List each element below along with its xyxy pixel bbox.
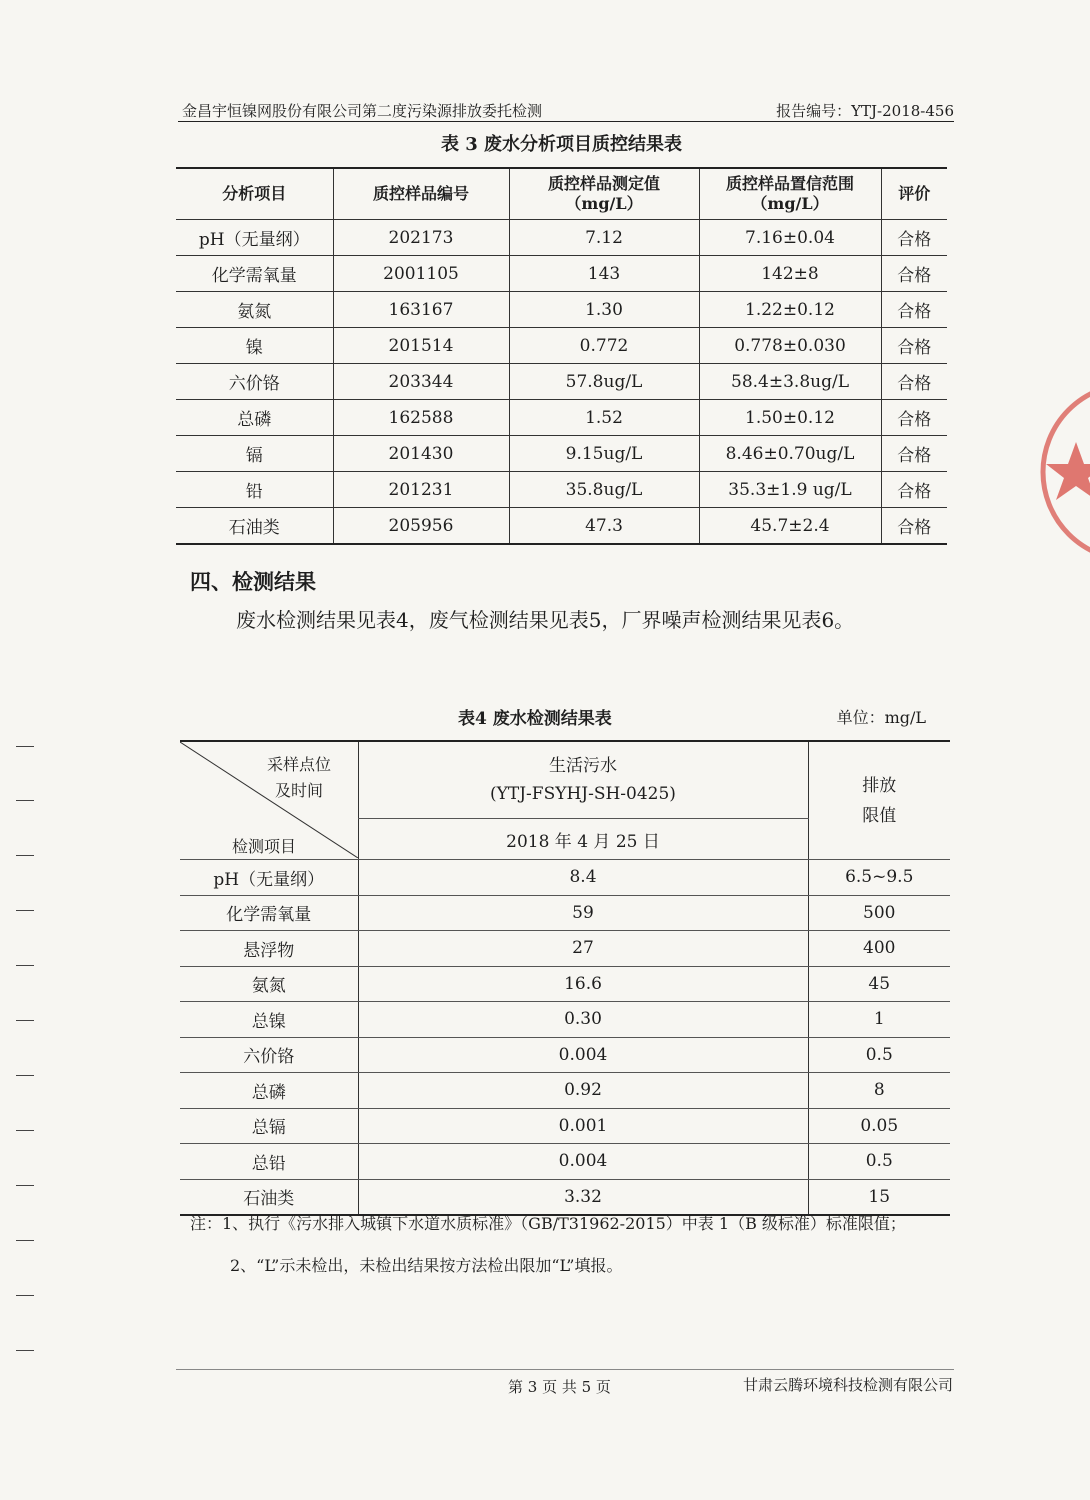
- table4-cell: 8: [808, 1073, 950, 1109]
- page-header: [178, 96, 954, 122]
- table4-cell: 59: [358, 895, 808, 931]
- table3-cell: 石油类: [176, 508, 333, 545]
- table-row: [180, 860, 950, 896]
- table3-cell: 化学需氧量: [176, 256, 333, 292]
- table4-cell: 0.004: [358, 1144, 808, 1180]
- table3-cell: 1.30: [509, 292, 699, 328]
- table3-header-cell: 质控样品测定值 （mg/L）: [509, 168, 699, 220]
- table-row: [180, 1144, 950, 1180]
- table-notes: [190, 1210, 960, 1280]
- table4-cell: 0.5: [808, 1037, 950, 1073]
- note-2: 2、“L”示未检出，未检出结果按方法检出限加“L”填报。: [230, 1256, 623, 1275]
- page-number: 第 3 页 共 5 页: [508, 1378, 611, 1396]
- table4-cell: 0.5: [808, 1144, 950, 1180]
- table-row: [176, 220, 947, 256]
- table3-cell: 142±8: [699, 256, 881, 292]
- table3-cell: 镉: [176, 436, 333, 472]
- table3-header-row: [176, 168, 947, 220]
- table3-cell: 201231: [333, 472, 509, 508]
- table4-corner-cell: [180, 741, 358, 860]
- binding-mark: [16, 1350, 34, 1351]
- table3-cell: 合格: [881, 508, 947, 545]
- table-row: [176, 292, 947, 328]
- table4-cell: 3.32: [358, 1179, 808, 1215]
- sampling-site: 生活污水 (YTJ-FSYHJ-SH-0425): [358, 741, 808, 819]
- table4-cell: 1: [808, 1002, 950, 1038]
- table3-cell: 合格: [881, 364, 947, 400]
- header-rule: [178, 121, 954, 122]
- wastewater-results-table: [180, 740, 950, 1216]
- red-seal-stamp: [1036, 372, 1090, 572]
- table3-cell: 0.778±0.030: [699, 328, 881, 364]
- binding-mark: [16, 1020, 34, 1021]
- table4-cell: 27: [358, 931, 808, 967]
- table3-cell: 总磷: [176, 400, 333, 436]
- section-paragraph: 废水检测结果见表4，废气检测结果见表5，厂界噪声检测结果见表6。: [236, 608, 855, 632]
- table3-cell: 57.8ug/L: [509, 364, 699, 400]
- table4-unit: 单位：mg/L: [836, 708, 926, 727]
- table4-cell: 化学需氧量: [180, 895, 358, 931]
- table-row: [180, 931, 950, 967]
- table3-header-cell: 质控样品置信范围 （mg/L）: [699, 168, 881, 220]
- table-row: [176, 400, 947, 436]
- table3-cell: pH（无量纲）: [176, 220, 333, 256]
- table3-cell: 氨氮: [176, 292, 333, 328]
- table3-header-cell: 分析项目: [176, 168, 333, 220]
- report-number: 报告编号：YTJ-2018-456: [776, 102, 954, 120]
- qc-results-table: [176, 167, 947, 545]
- header-title: 金昌宇恒镍网股份有限公司第二度污染源排放委托检测: [182, 102, 543, 120]
- table3-cell: 合格: [881, 472, 947, 508]
- table4-cell: 400: [808, 931, 950, 967]
- table3-cell: 合格: [881, 400, 947, 436]
- table3-cell: 203344: [333, 364, 509, 400]
- table3-cell: 202173: [333, 220, 509, 256]
- table3-cell: 1.50±0.12: [699, 400, 881, 436]
- table4-cell: 六价铬: [180, 1037, 358, 1073]
- table4-cell: 8.4: [358, 860, 808, 896]
- binding-mark: [16, 910, 34, 911]
- table3-cell: 45.7±2.4: [699, 508, 881, 545]
- table3-cell: 2001105: [333, 256, 509, 292]
- table3-cell: 47.3: [509, 508, 699, 545]
- table4-cell: 氨氮: [180, 966, 358, 1002]
- table4-cell: 0.05: [808, 1108, 950, 1144]
- table3-cell: 8.46±0.70ug/L: [699, 436, 881, 472]
- table-row: [180, 1037, 950, 1073]
- table-row: [180, 966, 950, 1002]
- table4-cell: 16.6: [358, 966, 808, 1002]
- table-row: [180, 1002, 950, 1038]
- table4-cell: 总铅: [180, 1144, 358, 1180]
- table3-cell: 9.15ug/L: [509, 436, 699, 472]
- binding-mark: [16, 800, 34, 801]
- table4-caption: 表4 废水检测结果表: [458, 709, 612, 729]
- limit-header: 排放 限值: [808, 741, 950, 860]
- table3-header-cell: 质控样品编号: [333, 168, 509, 220]
- binding-mark: [16, 1075, 34, 1076]
- table3-caption: 表 3 废水分析项目质控结果表: [440, 134, 683, 155]
- table3-cell: 六价铬: [176, 364, 333, 400]
- table-row: [176, 436, 947, 472]
- table-row: [180, 1108, 950, 1144]
- table3-cell: 镍: [176, 328, 333, 364]
- binding-mark: [16, 965, 34, 966]
- table4-cell: 0.004: [358, 1037, 808, 1073]
- table4-cell: 总磷: [180, 1073, 358, 1109]
- table3-cell: 7.12: [509, 220, 699, 256]
- table4-cell: 500: [808, 895, 950, 931]
- footer-company: 甘肃云腾环境科技检测有限公司: [742, 1376, 953, 1394]
- footer-rule: [176, 1369, 954, 1370]
- corner-site-time: 采样点位 及时间: [266, 755, 331, 800]
- table3-cell: 1.22±0.12: [699, 292, 881, 328]
- section-title: 四、检测结果: [190, 569, 316, 594]
- table3-cell: 58.4±3.8ug/L: [699, 364, 881, 400]
- table3-cell: 35.8ug/L: [509, 472, 699, 508]
- table3-cell: 合格: [881, 436, 947, 472]
- table-row: [176, 256, 947, 292]
- table-row: [176, 364, 947, 400]
- table-row: [180, 895, 950, 931]
- sampling-date: 2018 年 4 月 25 日: [358, 819, 808, 860]
- table4-cell: 0.30: [358, 1002, 808, 1038]
- binding-mark: [16, 1295, 34, 1296]
- binding-mark: [16, 1185, 34, 1186]
- table3-cell: 201430: [333, 436, 509, 472]
- table3-cell: 1.52: [509, 400, 699, 436]
- table-row: [180, 1073, 950, 1109]
- table4-cell: 0.001: [358, 1108, 808, 1144]
- table4-cell: 45: [808, 966, 950, 1002]
- table-row: [176, 328, 947, 364]
- table3-cell: 205956: [333, 508, 509, 545]
- note-1: 注：1、执行《污水排入城镇下水道水质标准》（GB/T31962-2015）中表 1（B 级标准）标准限值；: [190, 1214, 906, 1233]
- table4-cell: pH（无量纲）: [180, 860, 358, 896]
- table3-cell: 143: [509, 256, 699, 292]
- table4-cell: 总镍: [180, 1002, 358, 1038]
- table4-cell: 石油类: [180, 1179, 358, 1215]
- table4-cell: 15: [808, 1179, 950, 1215]
- table4-cell: 总镉: [180, 1108, 358, 1144]
- table3-cell: 铅: [176, 472, 333, 508]
- table3-cell: 0.772: [509, 328, 699, 364]
- table3-header-cell: 评价: [881, 168, 947, 220]
- table3-cell: 35.3±1.9 ug/L: [699, 472, 881, 508]
- binding-mark: [16, 1240, 34, 1241]
- table4-cell: 6.5~9.5: [808, 860, 950, 896]
- table3-cell: 合格: [881, 328, 947, 364]
- corner-item: 检测项目: [232, 837, 297, 856]
- binding-mark: [16, 1130, 34, 1131]
- table-row: [176, 472, 947, 508]
- table3-cell: 162588: [333, 400, 509, 436]
- table3-cell: 合格: [881, 220, 947, 256]
- table3-cell: 7.16±0.04: [699, 220, 881, 256]
- table3-cell: 合格: [881, 292, 947, 328]
- table3-cell: 163167: [333, 292, 509, 328]
- table3-cell: 合格: [881, 256, 947, 292]
- binding-mark: [16, 855, 34, 856]
- table-row: [176, 508, 947, 545]
- table3-cell: 201514: [333, 328, 509, 364]
- table4-cell: 0.92: [358, 1073, 808, 1109]
- binding-mark: [16, 746, 34, 747]
- table4-cell: 悬浮物: [180, 931, 358, 967]
